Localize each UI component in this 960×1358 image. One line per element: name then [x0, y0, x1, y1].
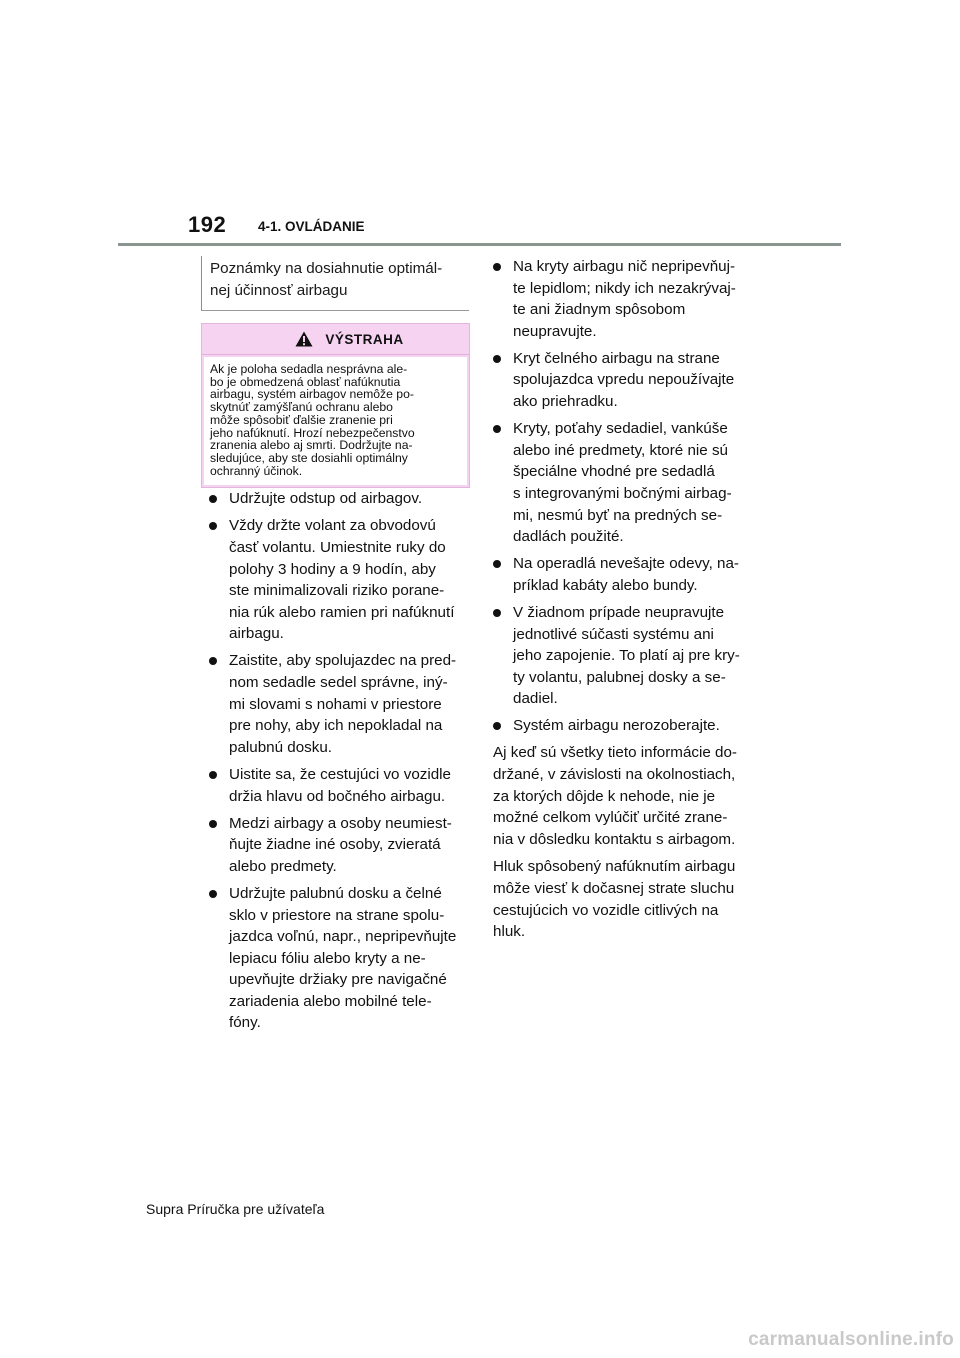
- bullet-line: jazdca voľnú, napr., nepripevňujte: [229, 928, 457, 946]
- bullet-dot-icon: [209, 820, 217, 828]
- bullet-line: ako priehradku.: [513, 393, 618, 411]
- warning-text: [204, 357, 467, 485]
- bullet-item: [493, 553, 755, 596]
- bullet-line: jednotlivé súčasti systému ani: [513, 625, 714, 643]
- bullet-line: upevňujte držiaky pre navigačné: [229, 971, 447, 989]
- warning-text-line: ochranný účinok.: [210, 463, 303, 478]
- bullet-dot-icon: [493, 722, 501, 730]
- note-heading-line: nej účinnosť airbagu: [210, 282, 348, 299]
- bullet-line: fóny.: [229, 1014, 261, 1032]
- bullet-line: jeho zapojenie. To platí aj pre kry-: [513, 647, 740, 665]
- bullet-line: držia hlavu od bočného airbagu.: [229, 787, 446, 805]
- bullet-item: [493, 715, 755, 737]
- left-column: [209, 256, 469, 1040]
- bullet-line: ty volantu, palubnej dosky a se-: [513, 668, 726, 686]
- warning-text-line: airbagu, systém airbagov nemôže po-: [210, 387, 414, 402]
- bullet-line: Systém airbagu nerozoberajte.: [513, 717, 720, 735]
- bullet-dot-icon: [209, 657, 217, 665]
- bullet-line: mi, nesmú byť na predných se-: [513, 506, 723, 524]
- paragraph-line: môže viesť k dočasnej strate sluchu: [493, 880, 735, 898]
- page-number: 192: [188, 212, 227, 237]
- bullet-item: [209, 488, 469, 510]
- warning-title-text: VÝSTRAHA: [325, 331, 404, 347]
- bullet-item: [493, 348, 755, 413]
- warning-triangle-icon: [295, 331, 313, 347]
- bullet-line: lepiacu fóliu alebo kryty a ne-: [229, 949, 426, 967]
- bullet-line: ste minimalizovali riziko porane-: [229, 582, 445, 600]
- bullet-item: [493, 418, 755, 548]
- left-bullet-list: [209, 488, 469, 1034]
- bullet-line: časť volantu. Umiestnite ruky do: [229, 539, 446, 557]
- paragraph-line: možné celkom vylúčiť určité zrane-: [493, 809, 728, 827]
- paragraph-line: Aj keď sú všetky tieto informácie do-: [493, 744, 737, 762]
- bullet-line: te lepidlom; nikdy ich nezakrývaj-: [513, 279, 736, 297]
- bullet-line: nia rúk alebo ramien pri nafúknutí: [229, 603, 455, 621]
- bullet-line: polohy 3 hodiny a 9 hodín, aby: [229, 560, 436, 578]
- warning-text-line: skytnúť zamýšľanú ochranu alebo: [210, 400, 393, 415]
- footer-text: Supra Príručka pre užívateľa: [146, 1201, 325, 1217]
- bullet-line: Uistite sa, že cestujúci vo vozidle: [229, 765, 451, 783]
- warning-text-line: jeho nafúknutí. Hrozí nebezpečenstvo: [210, 425, 415, 440]
- warning-text-line: sledujúce, aby ste dosiahli optimálny: [210, 450, 408, 465]
- bullet-item: [493, 256, 755, 342]
- right-paragraphs: [493, 742, 755, 942]
- warning-text-line: Ak je poloha sedadla nesprávna ale-: [210, 362, 408, 376]
- bullet-line: Zaistite, aby spolujazdec na pred-: [229, 652, 457, 670]
- bullet-dot-icon: [209, 771, 217, 779]
- paragraph: [493, 856, 755, 942]
- bullet-line: špeciálne vhodné pre sedadlá: [513, 463, 715, 481]
- paragraph-line: nia v dôsledku kontaktu s airbagom.: [493, 830, 736, 848]
- bullet-item: [209, 650, 469, 758]
- bullet-line: ňujte žiadne iné osoby, zvieratá: [229, 836, 441, 854]
- warning-box: [201, 323, 470, 488]
- bullet-line: neupravujte.: [513, 322, 597, 340]
- note-heading: [201, 256, 469, 311]
- bullet-line: Udržujte odstup od airbagov.: [229, 490, 423, 508]
- bullet-line: pre nohy, aby ich nepokladal na: [229, 717, 443, 735]
- paragraph-line: cestujúcich vo vozidle citlivých na: [493, 901, 719, 919]
- bullet-line: alebo iné predmety, ktoré nie sú: [513, 441, 728, 459]
- bullet-dot-icon: [493, 355, 501, 363]
- bullet-line: Vždy držte volant za obvodovú: [229, 517, 436, 535]
- bullet-line: príklad kabáty alebo bundy.: [513, 576, 698, 594]
- bullet-line: alebo predmety.: [229, 857, 337, 875]
- bullet-line: Na kryty airbagu nič nepripevňuj-: [513, 258, 736, 275]
- bullet-dot-icon: [209, 495, 217, 503]
- bullet-line: palubnú dosku.: [229, 738, 333, 756]
- paragraph-line: držané, v závislosti na okolnostiach,: [493, 766, 736, 784]
- bullet-line: sklo v priestore na strane spolu-: [229, 906, 445, 924]
- bullet-line: Kryt čelného airbagu na strane: [513, 349, 720, 367]
- bullet-dot-icon: [209, 522, 217, 530]
- bullet-item: [209, 813, 469, 878]
- bullet-line: Udržujte palubnú dosku a čelné: [229, 884, 442, 902]
- section-title: 4-1. OVLÁDANIE: [258, 219, 365, 234]
- bullet-line: mi slovami s nohami v priestore: [229, 695, 442, 713]
- bullet-dot-icon: [493, 609, 501, 617]
- bullet-line: spolujazdca vpredu nepoužívajte: [513, 371, 735, 389]
- bullet-line: dadiel.: [513, 690, 558, 708]
- bullet-dot-icon: [209, 890, 217, 898]
- bullet-line: te ani žiadnym spôsobom: [513, 301, 686, 319]
- paragraph-line: hluk.: [493, 923, 526, 941]
- bullet-line: nom sedadle sedel správne, iný-: [229, 674, 448, 692]
- bullet-dot-icon: [493, 560, 501, 568]
- warning-title: [202, 324, 469, 355]
- bullet-item: [209, 515, 469, 645]
- bullet-line: Medzi airbagy a osoby neumiest-: [229, 814, 452, 832]
- bullet-dot-icon: [493, 425, 501, 433]
- bullet-item: [209, 883, 469, 1034]
- bullet-line: s integrovanými bočnými airbag-: [513, 484, 732, 502]
- bullet-line: Kryty, poťahy sedadiel, vankúše: [513, 420, 728, 438]
- bullet-item: [209, 764, 469, 807]
- warning-text-line: bo je obmedzená oblasť nafúknutia: [210, 374, 401, 389]
- warning-text-line: môže spôsobiť ďalšie zranenie pri: [210, 412, 393, 427]
- watermark: carmanualsonline.info: [748, 1329, 954, 1350]
- bullet-line: airbagu.: [229, 625, 284, 643]
- note-heading-line: Poznámky na dosiahnutie optimál-: [210, 260, 443, 277]
- right-bullet-list: [493, 256, 755, 737]
- bullet-line: Na operadlá nevešajte odevy, na-: [513, 555, 739, 573]
- bullet-dot-icon: [493, 263, 501, 271]
- paragraph-line: Hluk spôsobený nafúknutím airbagu: [493, 858, 736, 876]
- bullet-line: V žiadnom prípade neupravujte: [513, 603, 725, 621]
- paragraph: [493, 742, 755, 850]
- bullet-item: [493, 602, 755, 710]
- warning-text-line: zranenia alebo aj smrti. Dodržujte na-: [210, 438, 413, 453]
- header-rule: [118, 243, 841, 246]
- right-column: [493, 256, 755, 949]
- bullet-line: dadlách použité.: [513, 528, 624, 546]
- bullet-line: zariadenia alebo mobilné tele-: [229, 992, 432, 1010]
- paragraph-line: za ktorých dôjde k nehode, nie je: [493, 787, 716, 805]
